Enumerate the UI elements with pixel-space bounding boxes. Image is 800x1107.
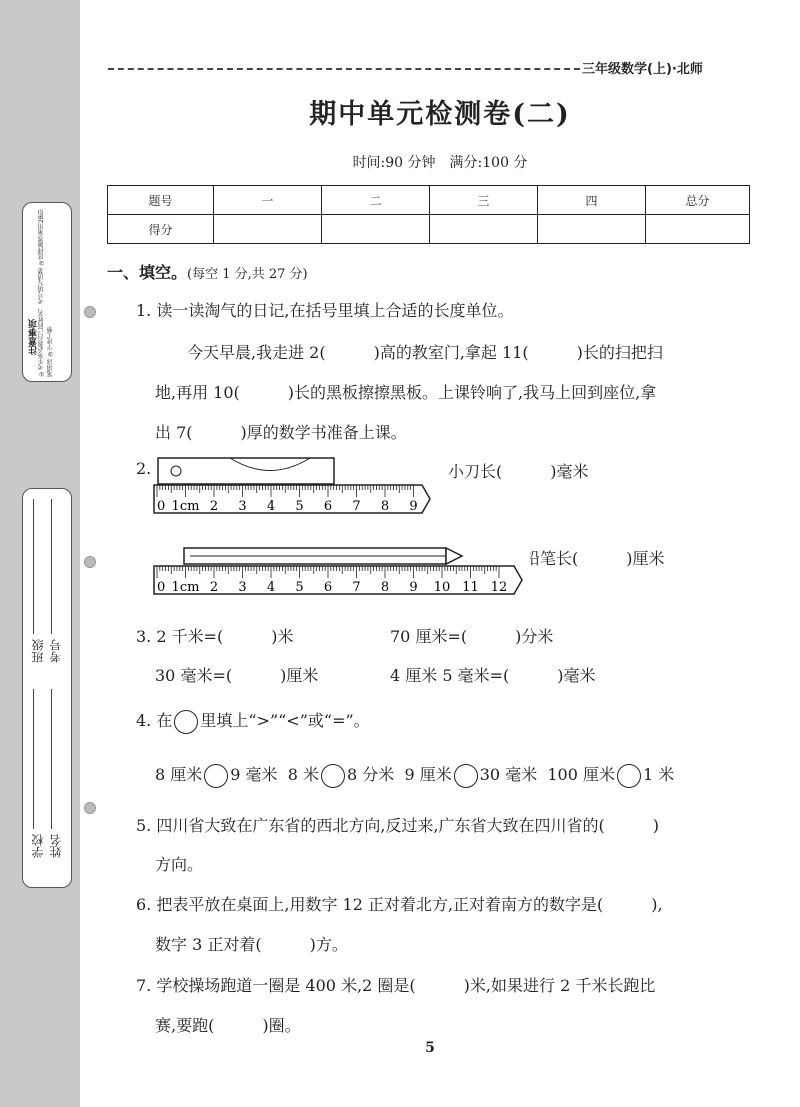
notes-text: ①考生务必将自己的姓名、考号填写清楚 ②选择题答案用2B铅笔填涂 ③字迹工整: [38, 209, 54, 377]
ruler-label: 5: [295, 580, 304, 595]
school-line: [33, 689, 34, 829]
q6-line2: 数字 3 正对着( )方。: [155, 935, 348, 954]
q1-line3: 出 7( )厚的数学书准备上课。: [155, 423, 407, 442]
q2-number: 2.: [136, 459, 152, 478]
ruler-label: 10: [433, 580, 451, 595]
exam-number-line: [51, 499, 52, 634]
score-cell: 总分: [646, 186, 750, 215]
student-info-box: [22, 488, 72, 888]
q3-item-b: 70 厘米=( )分米: [390, 627, 554, 646]
compare-right: 30 毫米: [479, 765, 538, 784]
ruler-label: 4: [266, 499, 276, 514]
binding-hole: [84, 802, 96, 814]
ruler-label: 1cm: [171, 580, 200, 595]
q7-line1: 7. 学校操场跑道一圈是 400 米,2 圈是( )米,如果进行 2 千米长跑比: [136, 976, 656, 995]
ruler-label: 8: [380, 580, 390, 595]
score-cell: 题号: [108, 186, 214, 215]
subject-label: 三年级数学(上)·北师: [582, 62, 703, 77]
section-title: 一、填空。: [107, 263, 188, 282]
q6-line1: 6. 把表平放在桌面上,用数字 12 正对着北方,正对着南方的数字是( ),: [136, 895, 663, 914]
ruler-label: 3: [238, 499, 247, 514]
compare-right: 1 米: [643, 765, 675, 784]
ruler-label: 6: [323, 580, 333, 595]
compare-answer-circle[interactable]: [454, 764, 478, 788]
school-label: 学校: [31, 834, 45, 858]
notes-title: 注意事项: [29, 319, 39, 355]
compare-answer-circle[interactable]: [204, 764, 228, 788]
q4-stem: [136, 708, 370, 734]
q5-line1: 5. 四川省大致在广东省的西北方向,反过来,广东省大致在四川省的( ): [136, 816, 660, 835]
score-input-cell[interactable]: [322, 215, 430, 244]
score-cell: 得分: [108, 215, 214, 244]
score-cell: 二: [322, 186, 430, 215]
ruler-label: 2: [209, 580, 219, 595]
page-title: 期中单元检测卷(二): [309, 99, 571, 130]
compare-circle-icon: [174, 710, 198, 734]
compare-left: 9 厘米: [404, 765, 452, 784]
knife-hole: [171, 466, 181, 476]
compare-right: 8 分米: [347, 765, 395, 784]
q4-stem-pre: 4. 在: [136, 711, 173, 730]
score-cell: 三: [430, 186, 538, 215]
q5-line2: 方向。: [155, 855, 204, 874]
q3-item-a: 3. 2 千米=( )米: [136, 627, 294, 646]
ruler-label: 9: [409, 580, 418, 595]
score-table-row: [108, 186, 750, 215]
score-cell: 一: [214, 186, 322, 215]
header-dashed-line: [108, 68, 580, 70]
ruler-label: 0: [157, 580, 166, 595]
q1-line1: 今天早晨,我走进 2( )高的教室门,拿起 11( )长的扫把扫: [187, 343, 663, 362]
q7-line2: 赛,要跑( )圈。: [155, 1016, 301, 1035]
binding-hole: [84, 556, 96, 568]
compare-right: 9 毫米: [230, 765, 278, 784]
exam-number-label: 考号: [49, 639, 63, 663]
ruler-label: 0: [157, 499, 166, 514]
score-input-cell[interactable]: [646, 215, 750, 244]
name-line: [51, 689, 52, 829]
compare-left: 8 厘米: [155, 765, 203, 784]
compare-answer-circle[interactable]: [617, 764, 641, 788]
score-input-cell[interactable]: [538, 215, 646, 244]
compare-left: 8 米: [287, 765, 320, 784]
ruler-label: 3: [238, 580, 247, 595]
knife-length-question: 小刀长( )毫米: [448, 462, 589, 481]
ruler-label: 4: [266, 580, 276, 595]
pencil-length-question: 铅笔长( )厘米: [524, 549, 665, 568]
q3-item-c: 30 毫米=( )厘米: [155, 666, 319, 685]
section-heading: [107, 260, 308, 283]
compare-answer-circle[interactable]: [321, 764, 345, 788]
compare-left: 100 厘米: [547, 765, 616, 784]
score-table-row: [108, 215, 750, 244]
class-label: 班级: [31, 639, 45, 663]
binding-hole: [84, 306, 96, 318]
q1-stem: 1. 读一读淘气的日记,在括号里填上合适的长度单位。: [136, 301, 514, 320]
score-input-cell[interactable]: [430, 215, 538, 244]
ruler-knife-figure: [150, 455, 440, 525]
ruler-label: 12: [490, 580, 508, 595]
q4-items: [155, 762, 674, 788]
page-number: 5: [425, 1040, 435, 1056]
ruler-label: 2: [209, 499, 219, 514]
knife-blade: [158, 458, 334, 484]
time-info: 时间:90 分钟 满分:100 分: [352, 155, 528, 171]
ruler-label: 6: [323, 499, 333, 514]
ruler-label: 11: [462, 580, 479, 595]
ruler-label: 5: [295, 499, 304, 514]
score-input-cell[interactable]: [214, 215, 322, 244]
score-table: [107, 185, 750, 244]
ruler-pencil-figure: [150, 542, 530, 608]
ruler-label: 7: [352, 580, 361, 595]
notes-box: [22, 202, 72, 382]
ruler-label: 9: [409, 499, 418, 514]
q4-stem-post: 里填上“>”“<”或“=”。: [200, 711, 370, 730]
q3-item-d: 4 厘米 5 毫米=( )毫米: [390, 666, 596, 685]
name-label: 姓名: [49, 834, 63, 858]
class-line: [33, 499, 34, 634]
section-note: (每空 1 分,共 27 分): [187, 267, 308, 282]
ruler-label: 7: [352, 499, 361, 514]
pencil-tip: [446, 548, 462, 564]
score-cell: 四: [538, 186, 646, 215]
ruler-label: 1cm: [171, 499, 200, 514]
ruler-label: 8: [380, 499, 390, 514]
q1-line2: 地,再用 10( )长的黑板擦擦黑板。上课铃响了,我马上回到座位,拿: [155, 383, 657, 402]
